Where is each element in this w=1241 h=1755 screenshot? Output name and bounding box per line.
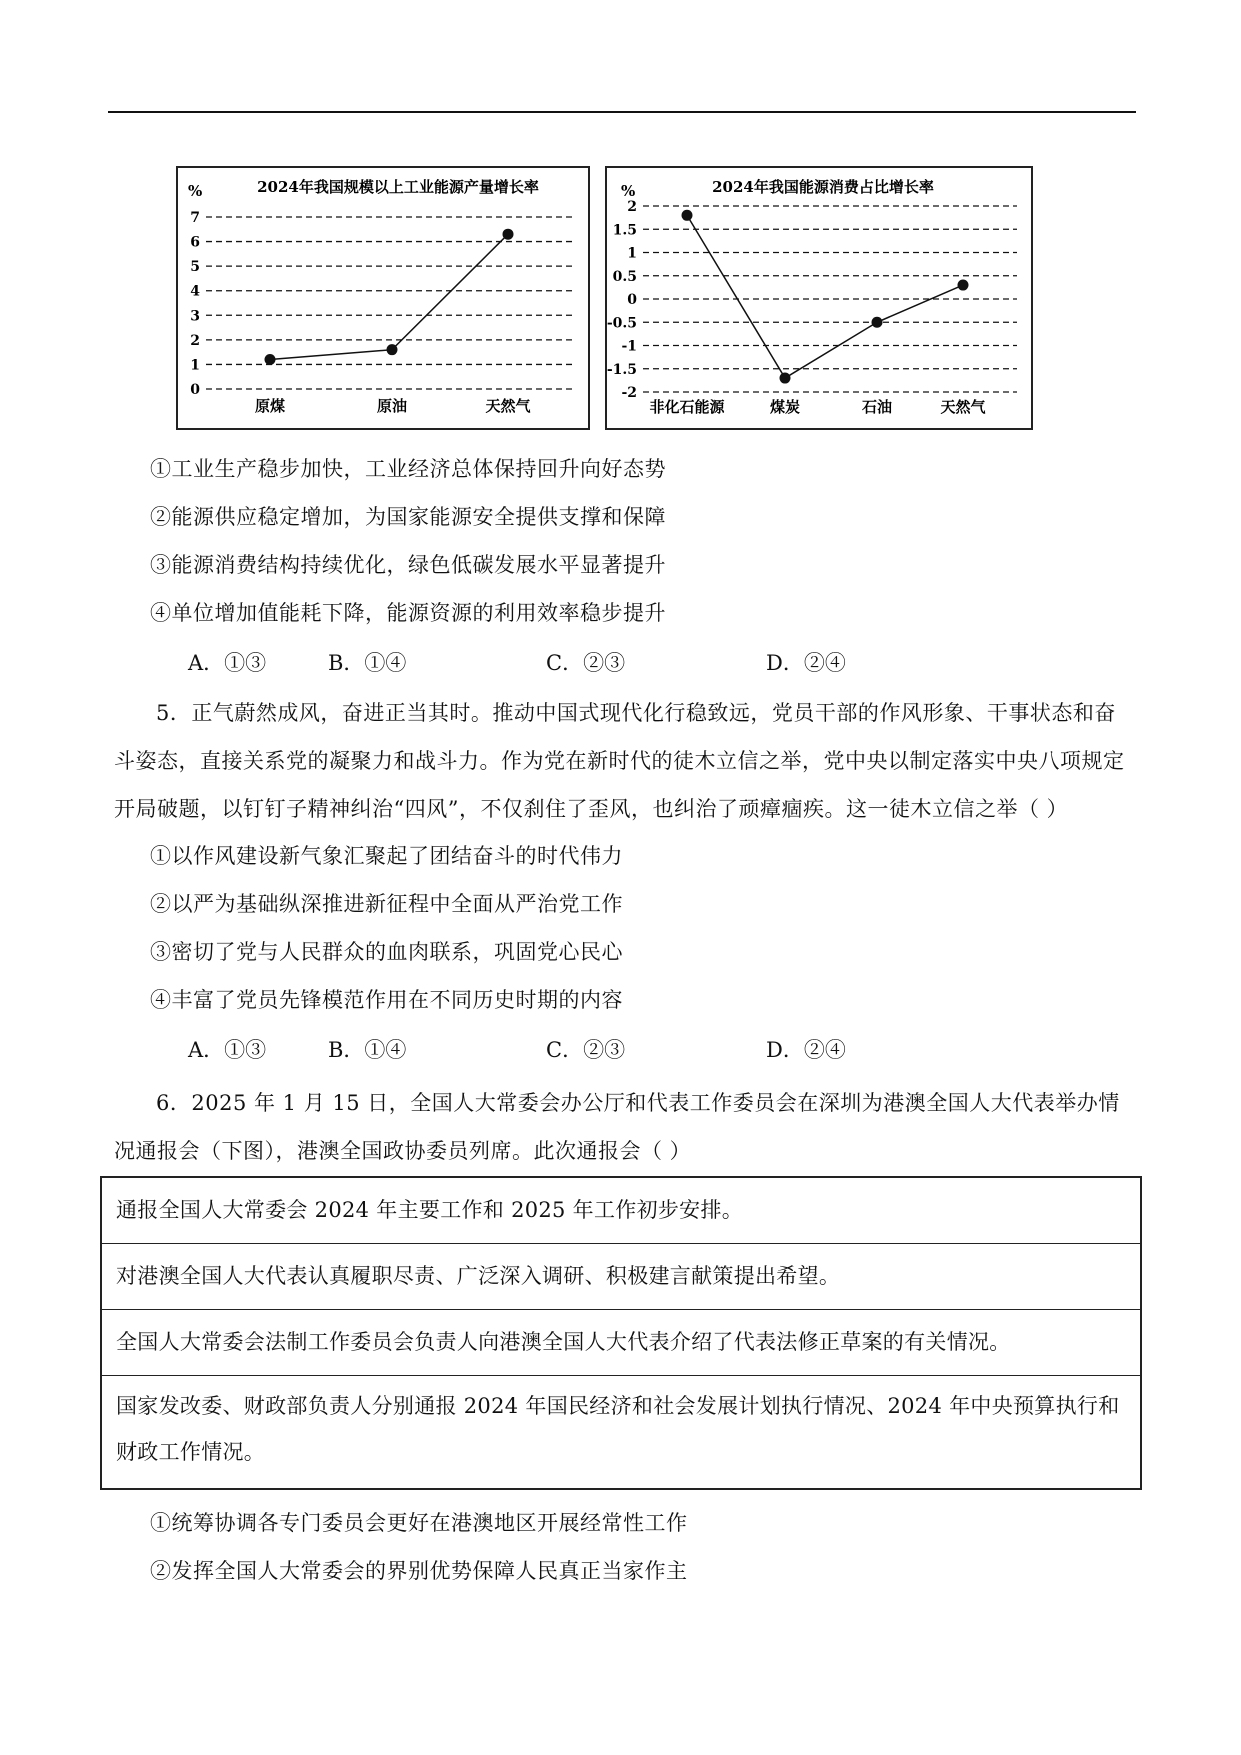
q6-option-1: ①统筹协调各专门委员会更好在港澳地区开展经常性工作 [150, 1511, 688, 1535]
y-tick-label: 2 [627, 199, 637, 215]
q6-table-row: 全国人大常委会法制工作委员会负责人向港澳全国人大代表介绍了代表法修正草案的有关情况。 [102, 1310, 1140, 1376]
q4-option-1: ①工业生产稳步加快，工业经济总体保持回升向好态势 [150, 457, 666, 481]
x-category-label: 原油 [376, 397, 408, 415]
q6-table-row: 对港澳全国人大代表认真履职尽责、广泛深入调研、积极建言献策提出希望。 [102, 1244, 1140, 1310]
q5-option-4: ④丰富了党员先锋模范作用在不同历史时期的内容 [150, 988, 623, 1012]
series-line [270, 234, 508, 359]
q5-option-2: ②以严为基础纵深推进新征程中全面从严治党工作 [150, 892, 623, 916]
series-line [687, 215, 963, 378]
data-point [503, 229, 514, 240]
data-point [958, 280, 969, 291]
data-point [387, 344, 398, 355]
q6-table-row: 国家发改委、财政部负责人分别通报 2024 年国民经济和社会发展计划执行情况、2024 年中央预算执行和财政工作情况。 [116, 1394, 1120, 1464]
q5-choices [188, 1035, 888, 1065]
q6-stem: 6．2025 年 1 月 15 日，全国人大常委会办公厅和代表工作委员会在深圳为港澳全国人大代表举办情况通报会（下图），港澳全国政协委员列席。此次通报会（ ） [114, 1091, 1120, 1163]
data-point [682, 210, 693, 221]
y-tick-label: 1 [190, 357, 200, 374]
data-point [780, 373, 791, 384]
y-tick-label: 7 [190, 210, 200, 226]
y-tick-label: -0.5 [607, 315, 637, 332]
data-point [265, 354, 276, 365]
chart-energy-consumption-svg [607, 168, 1031, 428]
q4-option-3: ③能源消费结构持续优化，绿色低碳发展水平显著提升 [150, 553, 666, 577]
chart-energy-production [176, 166, 590, 430]
y-tick-label: 3 [190, 308, 200, 325]
x-category-label: 天然气 [485, 397, 531, 415]
y-tick-label: 0 [190, 382, 200, 398]
q4-choice-d[interactable]: D．②④ [766, 651, 846, 675]
q5-choice-c[interactable]: C．②③ [546, 1038, 626, 1062]
q5-option-1: ①以作风建设新气象汇聚起了团结奋斗的时代伟力 [150, 844, 623, 868]
q6-table-row: 通报全国人大常委会 2024 年主要工作和 2025 年工作初步安排。 [102, 1178, 1140, 1244]
q6-info-table [100, 1176, 1142, 1490]
q6-option-2: ②发挥全国人大常委会的界别优势保障人民真正当家作主 [150, 1559, 688, 1583]
y-tick-label: 1.5 [612, 222, 637, 239]
y-tick-label: -2 [621, 385, 637, 401]
chart-energy-production-svg [178, 168, 588, 428]
q5-choice-a[interactable]: A．①③ [188, 1038, 267, 1062]
y-tick-label: 4 [190, 283, 200, 300]
x-category-label: 非化石能源 [649, 398, 725, 416]
chart-title: 2024年我国能源消费占比增长率 [712, 178, 934, 196]
q4-choice-b[interactable]: B．①④ [328, 651, 407, 675]
data-point [872, 317, 883, 328]
x-category-label: 原煤 [254, 397, 286, 415]
q4-option-2: ②能源供应稳定增加，为国家能源安全提供支撑和保障 [150, 505, 666, 529]
q4-choice-a[interactable]: A．①③ [188, 651, 267, 675]
y-tick-label: 5 [190, 259, 200, 276]
x-category-label: 天然气 [940, 398, 986, 416]
y-tick-label: -1.5 [607, 361, 637, 378]
q5-choice-d[interactable]: D．②④ [766, 1038, 846, 1062]
header-rule [108, 111, 1136, 113]
q5-stem: 5．正气蔚然成风，奋进正当其时。推动中国式现代化行稳致远，党员干部的作风形象、干事状态和奋斗姿态，直接关系党的凝聚力和战斗力。作为党在新时代的徒木立信之举，党中央以制定落实中央八项规定开局破题，以钉钉子精神纠治“四风”，不仅刹住了歪风，也纠治了顽瘴痼疾。这一徒木立信之举（ ） [114, 701, 1125, 821]
y-axis-unit: % [621, 182, 636, 200]
q4-choice-c[interactable]: C．②③ [546, 651, 626, 675]
y-tick-label: 2 [190, 332, 200, 349]
y-tick-label: 6 [190, 234, 200, 251]
y-tick-label: 0.5 [612, 268, 637, 285]
q5-choice-b[interactable]: B．①④ [328, 1038, 407, 1062]
x-category-label: 石油 [861, 398, 893, 416]
y-tick-label: -1 [621, 338, 637, 355]
q4-choices [188, 648, 888, 678]
x-category-label: 煤炭 [769, 398, 801, 416]
y-tick-label: 1 [627, 245, 637, 262]
q5-option-3: ③密切了党与人民群众的血肉联系，巩固党心民心 [150, 940, 623, 964]
q4-option-4: ④单位增加值能耗下降，能源资源的利用效率稳步提升 [150, 601, 666, 625]
chart-title: 2024年我国规模以上工业能源产量增长率 [257, 178, 539, 196]
y-axis-unit: % [188, 182, 203, 200]
chart-energy-consumption [605, 166, 1033, 430]
y-tick-label: 0 [627, 292, 637, 308]
